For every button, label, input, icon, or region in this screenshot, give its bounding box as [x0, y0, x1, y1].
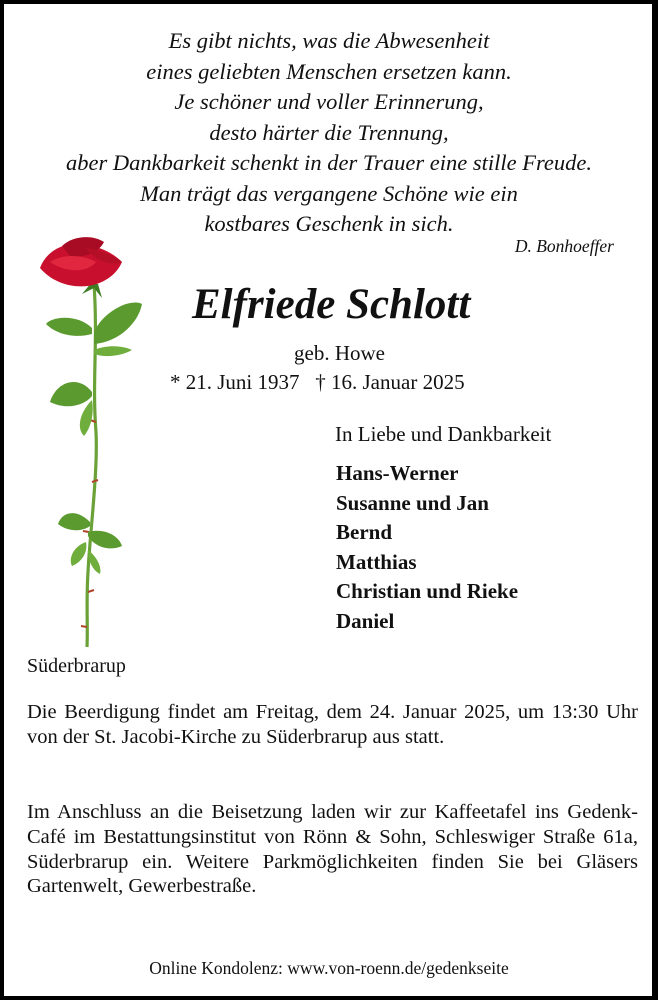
online-condolence: Online Kondolenz: www.von-roenn.de/gedenkseite [149, 958, 509, 978]
maiden-name: geb. Howe [294, 341, 385, 365]
leaf [94, 302, 142, 344]
quote-line: Es gibt nichts, was die Abwesenheit [168, 28, 490, 53]
memorial-quote [4, 26, 654, 240]
quote-author: D. Bonhoeffer [514, 236, 614, 256]
leaf [58, 513, 90, 530]
leaf [94, 346, 132, 356]
quote-line: eines geliebten Menschen ersetzen kann. [146, 58, 512, 84]
quote-line: aber Dankbarkeit schenkt in der Trauer eine stille Freude. [66, 150, 592, 175]
quote-line: Man trägt das vergangene Schöne wie ein [140, 180, 518, 206]
family-member: Christian und Rieke [336, 579, 519, 604]
leaf [50, 382, 92, 406]
family-member: Susanne und Jan [336, 490, 489, 515]
life-dates: * 21. Juni 1937 † 16. Januar 2025 [170, 370, 465, 394]
family-member: Matthias [336, 549, 417, 574]
leaf [71, 542, 87, 566]
leaf [88, 531, 122, 549]
leaf [80, 400, 93, 436]
family-member: Bernd [336, 520, 393, 545]
family-member: Hans-Werner [336, 461, 459, 485]
funeral-info: Die Beerdigung findet am Freitag, dem 24. Januar 2025, um 13:30 Uhr von der St. Jacobi-Kirche zu Süderbrarup aus statt. [27, 701, 638, 748]
dedication-text: In Liebe und Dankbarkeit [335, 422, 552, 446]
quote-line: desto härter die Trennung, [209, 119, 449, 145]
family-member: Daniel [336, 608, 395, 633]
quote-line: kostbares Geschenk in sich. [204, 211, 454, 236]
family-list [336, 459, 518, 637]
leaf [46, 318, 92, 336]
reception-info: Im Anschluss an die Beisetzung laden wir zur Kaffeetafel ins Gedenk-Café im Bestattungsinstitut von Rönn & Sohn, Schleswiger Straße 61a, Süderbrarup ein. Weitere Parkmöglichkeiten finden Sie bei Gläsers Gartenwelt, Gewerbestraße. [27, 801, 638, 898]
rose-illustration [32, 232, 142, 652]
deceased-name: Elfriede Schlott [192, 281, 471, 328]
place-name: Süderbrarup [27, 655, 126, 677]
quote-line: Je schöner und voller Erinnerung, [174, 89, 484, 114]
